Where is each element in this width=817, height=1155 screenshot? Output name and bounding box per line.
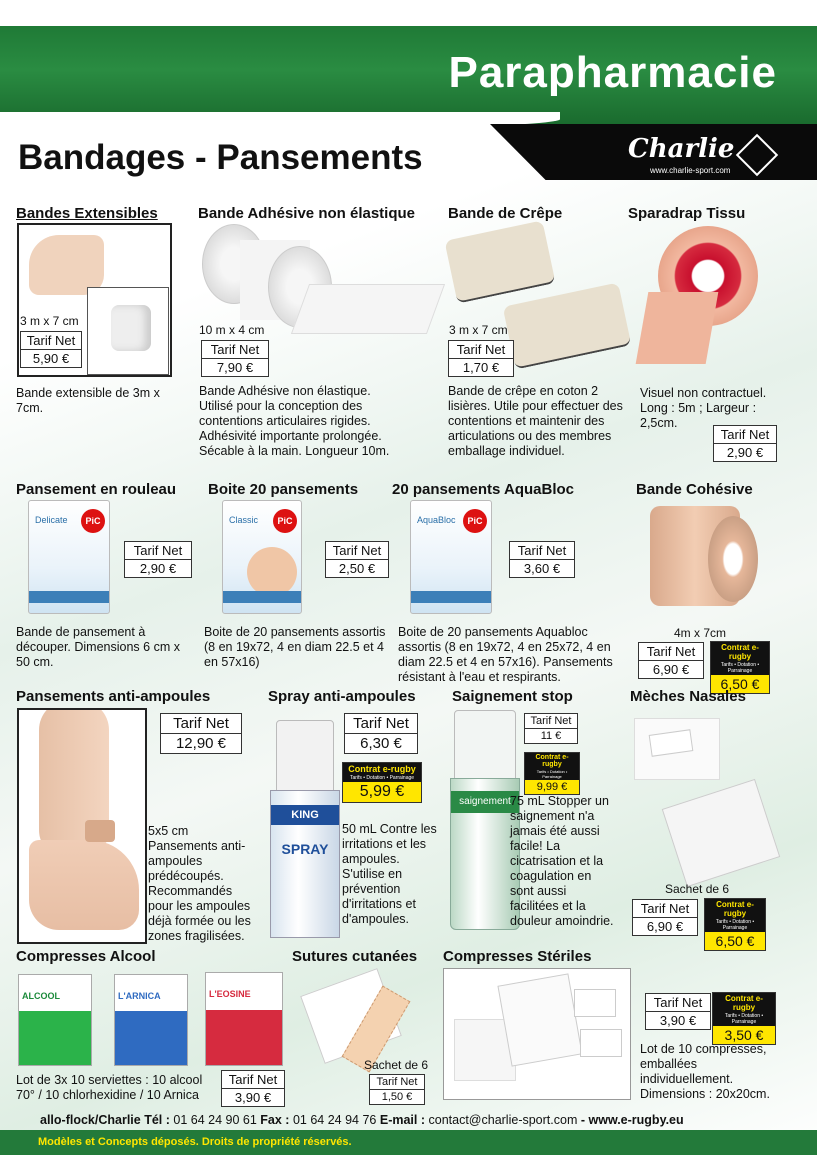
- footer-site[interactable]: www.e-rugby.eu: [588, 1113, 684, 1127]
- price-value: 2,90 €: [726, 445, 764, 460]
- price-box-sutures: [369, 1074, 425, 1105]
- price-value: 3,90 €: [234, 1090, 272, 1105]
- product-name-sparadrap: Sparadrap Tissu: [628, 205, 746, 222]
- price-box-bande-crepe: [448, 340, 514, 377]
- brand-name: Charlie: [628, 134, 735, 164]
- price-value: 5,90 €: [32, 351, 70, 366]
- sutures-photo: [300, 970, 428, 1070]
- price-value: 1,50 €: [381, 1091, 413, 1103]
- price-box-aquabloc: [509, 541, 575, 578]
- desc-anti-ampoules: 5x5 cm Pansements anti-ampoules prédécoupés. Recommandés pour les ampoules déjà formée ou les zones fragilisées.: [148, 824, 251, 943]
- tarif-label: Tarif Net: [449, 341, 513, 359]
- box-label: Delicate: [35, 515, 68, 525]
- desc-boite-20: Boite de 20 pansements assortis (8 en 19x72, 4 en diam 22.5 et 4 en 57x16): [204, 625, 386, 669]
- price-box-boite-20: [325, 541, 389, 578]
- product-name-saignement-stop: Saignement stop: [452, 688, 573, 705]
- header-title: Parapharmacie: [448, 48, 777, 97]
- tarif-label: Tarif Net: [525, 714, 577, 729]
- contrat-box-compresses-steriles: [712, 992, 776, 1045]
- price-box-meches: [632, 899, 698, 936]
- price-box-compresses-alcool: [221, 1070, 285, 1107]
- product-name-bande-crepe: Bande de Crêpe: [448, 205, 563, 222]
- desc-pansement-rouleau: Bande de pansement à découper. Dimensions 6 cm x 50 cm.: [16, 625, 180, 669]
- size-meches-nasales: Sachet de 6: [665, 882, 730, 896]
- tarif-label: Tarif Net: [202, 341, 268, 359]
- size-bande-cohesive: 4m x 7cm: [674, 626, 727, 640]
- footer-tel[interactable]: 01 64 24 90 61: [173, 1113, 257, 1127]
- desc-saignement: 75 mL Stopper un saignement n'a jamais été aussi facile! La cicatrisation et la coagulation en sont aussi facilitées et la douleur amoindrie.: [510, 794, 614, 928]
- tarif-label: Tarif Net: [345, 714, 417, 734]
- compresses-eosine-box: [205, 972, 283, 1066]
- footer-email-label: E-mail :: [379, 1113, 426, 1127]
- tarif-label: Tarif Net: [161, 714, 241, 734]
- brand-logo: [620, 134, 790, 176]
- contrat-box-bande-cohesive: [710, 641, 770, 694]
- box-label: AquaBloc: [417, 515, 456, 525]
- bande-adhesive-photo: [200, 222, 440, 337]
- product-name-pansement-rouleau: Pansement en rouleau: [16, 481, 177, 498]
- tarif-label: Tarif Net: [633, 900, 697, 918]
- contrat-price: 6,50 €: [715, 933, 755, 949]
- can-label: SPRAY: [281, 841, 329, 857]
- contrat-sub: Tarifs • Dotation • Parrainage: [713, 1013, 775, 1026]
- footer-fax: 01 64 24 94 76: [292, 1113, 377, 1127]
- desc-spray: 50 mL Contre les irritations et les ampoules. S'utilise en prévention d'irritations et d'ampoules.: [342, 822, 437, 926]
- tarif-label: Tarif Net: [21, 332, 81, 350]
- size-bande-crepe: 3 m x 7 cm: [449, 323, 508, 337]
- size-bande-adhesive: 10 m x 4 cm: [199, 323, 265, 337]
- size-sutures: Sachet de 6: [364, 1058, 429, 1072]
- meches-nasales-photo: [628, 712, 778, 878]
- desc-sparadrap: Visuel non contractuel. Long : 5m ; Largeur : 2,5cm.: [640, 386, 767, 430]
- tarif-label: Tarif Net: [639, 643, 703, 661]
- desc-compresses-alcool: Lot de 3x 10 serviettes : 10 alcool 70° / 10 chlorhexidine / 10 Arnica: [16, 1073, 203, 1102]
- saignement-stop-bottle: [450, 710, 518, 932]
- price-value: 3,90 €: [659, 1013, 697, 1028]
- contrat-title: Contrat e-rugby: [343, 763, 421, 775]
- tarif-label: Tarif Net: [222, 1071, 284, 1089]
- box-label-eosine: L'EOSINE: [209, 989, 251, 999]
- price-value: 7,90 €: [216, 360, 254, 375]
- footer-contact: [40, 1113, 684, 1127]
- price-box-sparadrap: [713, 425, 777, 462]
- contrat-price: 5,99 €: [359, 783, 405, 800]
- product-name-anti-ampoules: Pansements anti-ampoules: [16, 688, 211, 705]
- size-bandes-extensibles: 3 m x 7 cm: [20, 314, 79, 328]
- compresses-steriles-photo: [443, 968, 631, 1100]
- tarif-label: Tarif Net: [714, 426, 776, 444]
- boite-20-box: Classic PiC: [222, 500, 302, 614]
- bande-cohesive-photo: [640, 500, 770, 616]
- price-box-compresses-steriles: [645, 993, 711, 1030]
- price-value: 1,70 €: [462, 360, 500, 375]
- desc-bande-crepe: Bande de crêpe en coton 2 lisières. Utile pour effectuer des contentions et maintenir des articulations ou des membres emballage individuel.: [448, 384, 623, 458]
- desc-bandes-extensibles: Bande extensible de 3m x 7cm.: [16, 386, 160, 415]
- product-name-boite-20: Boite 20 pansements: [208, 481, 359, 498]
- box-label: Classic: [229, 515, 259, 525]
- legal-notice: Modèles et Concepts déposés. Droits de propriété réservés.: [38, 1136, 352, 1148]
- price-value: 12,90 €: [175, 735, 227, 752]
- pansement-rouleau-box: Delicate PiC: [28, 500, 110, 614]
- price-box-bande-adhesive: [201, 340, 269, 377]
- contrat-price: 6,50 €: [720, 676, 760, 692]
- contrat-title: Contrat e-rugby: [711, 642, 769, 662]
- desc-compresses-steriles: Lot de 10 compresses, emballées individuellement. Dimensions : 20x20cm.: [640, 1042, 770, 1101]
- contrat-sub: Tarifs • Dotation • Parrainage: [525, 769, 579, 780]
- price-value: 6,90 €: [646, 919, 684, 934]
- sparadrap-photo: [640, 222, 770, 372]
- price-box-bande-cohesive: [638, 642, 704, 679]
- price-box-pansement-rouleau: [124, 541, 192, 578]
- spray-anti-ampoules-can: [268, 720, 340, 940]
- tarif-label: Tarif Net: [326, 542, 388, 560]
- box-label-alcool: ALCOOL: [22, 991, 60, 1001]
- contrat-sub: Tarifs • Dotation • Parrainage: [711, 662, 769, 675]
- contrat-box-meches: [704, 898, 766, 951]
- contrat-price: 3,50 €: [724, 1027, 764, 1043]
- footer-email[interactable]: contact@charlie-sport.com: [428, 1113, 578, 1127]
- desc-aquabloc: Boite de 20 pansements Aquabloc assortis (8 en 19x72, 4 en 25x72, 4 en diam 22.5 et 4 en 57x16). Pansements résistant à l'eau et respirants.: [398, 625, 613, 684]
- product-name-compresses-steriles: Compresses Stériles: [443, 948, 592, 965]
- anti-ampoules-photo: [17, 708, 147, 944]
- brand-url: www.charlie-sport.com: [650, 166, 731, 175]
- aquabloc-box: AquaBloc PiC: [410, 500, 492, 614]
- footer-sep: -: [580, 1113, 586, 1127]
- tarif-label: Tarif Net: [646, 994, 710, 1012]
- tarif-label: Tarif Net: [370, 1075, 424, 1090]
- price-value: 11 €: [540, 730, 562, 742]
- desc-bande-adhesive: Bande Adhésive non élastique. Utilisé pour la conception des contentions articulaires rigides. Adhésivité importante prolongée. Sécable à la main. Longueur 10m.: [199, 384, 390, 458]
- price-box-spray: [344, 713, 418, 754]
- tarif-label: Tarif Net: [510, 542, 574, 560]
- product-name-spray-anti-ampoules: Spray anti-ampoules: [268, 688, 416, 705]
- product-name-bande-cohesive: Bande Cohésive: [636, 481, 753, 498]
- price-value: 6,90 €: [652, 662, 690, 677]
- footer-fax-label: Fax :: [260, 1113, 290, 1127]
- box-label-arnica: L'ARNICA: [118, 991, 161, 1001]
- product-name-compresses-alcool: Compresses Alcool: [16, 948, 156, 965]
- contrat-box-saignement: [524, 752, 580, 795]
- price-box-bandes-extensibles: [20, 331, 82, 368]
- product-name-sutures: Sutures cutanées: [292, 948, 418, 965]
- contrat-title: Contrat e-rugby: [705, 899, 765, 919]
- price-box-saignement: [524, 713, 578, 744]
- price-box-anti-ampoules: [160, 713, 242, 754]
- contrat-sub: Tarifs • Dotation • Parrainage: [343, 775, 421, 782]
- contrat-title: Contrat e-rugby: [525, 753, 579, 769]
- product-name-bandes-extensibles: Bandes Extensibles: [16, 205, 158, 222]
- contrat-title: Contrat e-rugby: [713, 993, 775, 1013]
- tarif-label: Tarif Net: [125, 542, 191, 560]
- brand-emblem-icon: [736, 134, 778, 176]
- compresses-alcool-boxes: [18, 968, 204, 1068]
- price-value: 2,50 €: [338, 561, 376, 576]
- product-name-aquabloc: 20 pansements AquaBloc: [392, 481, 574, 498]
- footer-company: allo-flock/Charlie Tél :: [40, 1113, 170, 1127]
- contrat-sub: Tarifs • Dotation • Parrainage: [705, 919, 765, 932]
- page-title: Bandages - Pansements: [18, 138, 423, 177]
- contrat-box-spray: [342, 762, 422, 803]
- price-value: 2,90 €: [139, 561, 177, 576]
- can-brand: KING: [271, 805, 339, 825]
- header-curve: [0, 112, 560, 130]
- product-name-bande-adhesive: Bande Adhésive non élastique: [198, 205, 415, 222]
- product-name-meches-nasales: Mèches Nasales: [630, 688, 746, 705]
- contrat-price: 9,99 €: [536, 781, 568, 793]
- price-value: 3,60 €: [523, 561, 561, 576]
- price-value: 6,30 €: [360, 735, 402, 752]
- can-label: saignement: [451, 791, 519, 813]
